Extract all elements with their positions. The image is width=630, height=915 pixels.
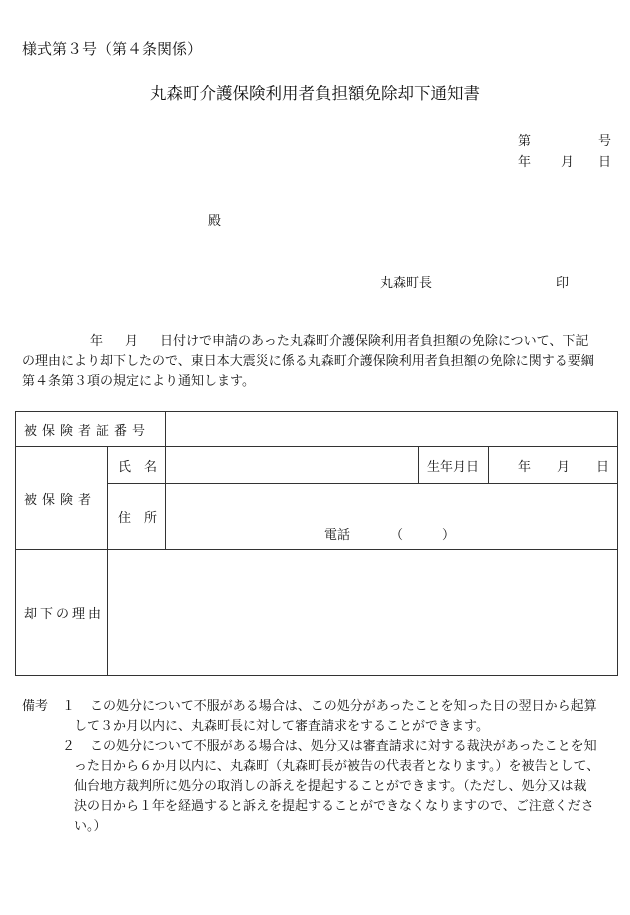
name-label: 氏 名 [108,447,166,484]
rejection-reason-field[interactable] [108,550,618,676]
remark-number: １ [62,699,76,714]
date-of-birth-label: 生年月日 [419,447,489,484]
remark-line: この処分について不服がある場合は、処分又は審査請求に対する裁決があったことを知 [90,739,597,754]
notice-form-table [15,411,618,676]
phone-line [324,524,455,543]
date-of-birth-field[interactable]: 年 月 日 [489,447,618,484]
remark-text [74,737,614,837]
remark-line: い。） [74,819,107,834]
remark-line: 仙台地方裁判所に処分の取消しの訴えを提起することができます。（ただし、処分又は裁 [74,779,587,794]
name-field[interactable] [166,447,419,484]
remark-line: この処分について不服がある場合は、この処分があったことを知った日の翌日から起算 [90,699,597,714]
insurance-number-field[interactable] [166,412,618,447]
body-line-3: 第４条第３項の規定により通知します。 [22,374,255,389]
body-line-1-text: 日付けで申請のあった丸森町介護保険利用者負担額の免除について、下記 [160,334,589,349]
document-number-prefix: 第 [518,134,532,149]
insured-person-label: 被保険者 [16,447,108,550]
document-number-suffix: 号 [598,134,612,149]
address-label: 住 所 [108,484,166,550]
remark-line: 決の日から１年を経過すると訴えを提起することができなくなりますので、ご注意くださ [74,799,594,814]
phone-label: 電話 [324,528,351,543]
remark-line: して３か月以内に、丸森町長に対して審査請求をすることができます。 [74,719,489,734]
notice-body [22,332,614,392]
issuer-name: 丸森町長 [380,276,433,291]
seal-mark: 印 [556,276,570,291]
addressee-honorific: 殿 [208,214,222,229]
form-number: 様式第３号（第４条関係） [22,40,203,58]
date-year-label: 年 [518,155,532,170]
body-month-label: 月 [125,334,139,349]
address-field[interactable] [166,484,618,550]
remarks-heading: 備考 [22,699,49,714]
phone-parentheses: （ ） [390,528,456,543]
body-line-1 [22,332,614,352]
insurance-number-label: 被保険者証番号 [16,412,166,447]
remark-number: ２ [62,739,76,754]
remark-line: った日から６か月以内に、丸森町（丸森町長が被告の代表者となります。）を被告として、 [74,759,600,774]
date-day-label: 日 [598,155,612,170]
body-year-label: 年 [90,334,104,349]
date-month-label: 月 [561,155,575,170]
document-title: 丸森町介護保険利用者負担額免除却下通知書 [150,84,480,103]
rejection-reason-label: 却下の理由 [16,550,108,676]
remark-text [74,697,614,737]
body-line-2: の理由により却下したので、東日本大震災に係る丸森町介護保険利用者負担額の免除に関する要綱 [22,354,594,369]
